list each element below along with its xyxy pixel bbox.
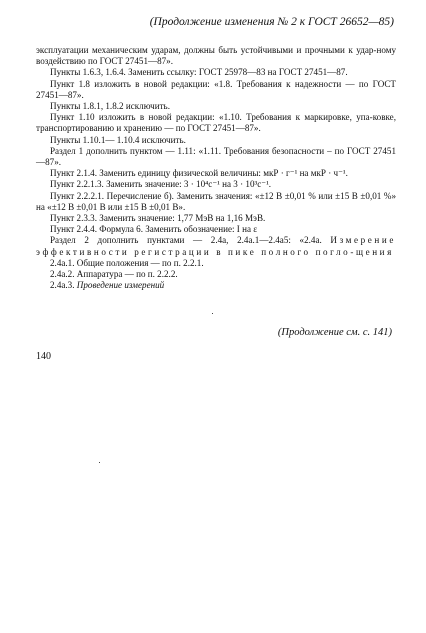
document-body bbox=[36, 45, 396, 291]
continuation-note: (Продолжение см. с. 141) bbox=[277, 327, 392, 338]
subitem: 2.4а.1. Общие положения — по п. 2.2.1. bbox=[50, 257, 204, 268]
paragraph-continued: эксплуатации механическим ударам, должны быть устойчивыми и прочными к удар-ному воздействию по ГОСТ 27451—87». bbox=[36, 45, 396, 67]
paragraph-item: Пункт 2.3.3. Заменить значение: 1,77 МэВ на 1,16 МэВ. bbox=[50, 213, 266, 224]
subitem: 2.4а.2. Аппаратура — по п. 2.2.2. bbox=[50, 269, 178, 280]
paragraph-item: Раздел 1 дополнить пунктом — 1.11: «1.11. Требования безопасности – по ГОСТ 27451—87». bbox=[36, 145, 396, 168]
scan-speck bbox=[212, 313, 213, 314]
paragraph-item: Пункты 1.8.1, 1.8.2 исключить. bbox=[50, 101, 170, 112]
paragraph-item: Пункт 2.1.4. Заменить единицу физической величины: мкР · г⁻¹ на мкР · ч⁻¹. bbox=[50, 168, 348, 179]
paragraph-item: Пункты 1.6.3, 1.6.4. Заменить ссылку: ГОСТ 25978—83 на ГОСТ 27451—87. bbox=[50, 67, 348, 78]
page-number: 140 bbox=[36, 351, 51, 362]
paragraph-item: Пункт 1.8 изложить в новой редакции: «1.8. Требования к надежности — по ГОСТ 27451—87». bbox=[36, 78, 396, 100]
subitem-number: 2.4а.3. bbox=[50, 280, 75, 291]
page-header: (Продолжение изменения № 2 к ГОСТ 26652—85) bbox=[149, 16, 394, 28]
paragraph-item: Пункт 2.2.1.3. Заменить значение: 3 · 10⁴с⁻¹ на 3 · 10³с⁻¹. bbox=[50, 179, 272, 190]
subitem-title: Проведение измерений bbox=[76, 280, 165, 291]
section-addition bbox=[36, 235, 396, 257]
paragraph-item: Пункт 1.10 изложить в новой редакции: «1.10. Требования к маркировке, упа-ковке, транспортированию и хранению — по ГОСТ 27451—87». bbox=[36, 112, 396, 134]
paragraph-item: Пункт 2.2.2.1. Перечисление б). Заменить значения: «±12 В ±0,01 % или ±15 В ±0,01 %» на «±12 В ±0,01 В или ±15 В ±0,01 В». bbox=[36, 190, 396, 212]
subitem bbox=[36, 280, 396, 291]
scan-speck bbox=[99, 462, 100, 463]
section-lead: Раздел 2 дополнить пунктами — 2.4а, 2.4а.1—2.4а5: «2.4а. bbox=[50, 235, 322, 246]
paragraph-item: Пункты 1.10.1— 1.10.4 исключить. bbox=[50, 134, 186, 145]
section-title-spaced: Измерение эффективности регистрации в пике полного погло-щения bbox=[36, 235, 396, 257]
paragraph-item: Пункт 2.4.4. Формула 6. Заменить обозначение: I на ε bbox=[50, 224, 258, 235]
